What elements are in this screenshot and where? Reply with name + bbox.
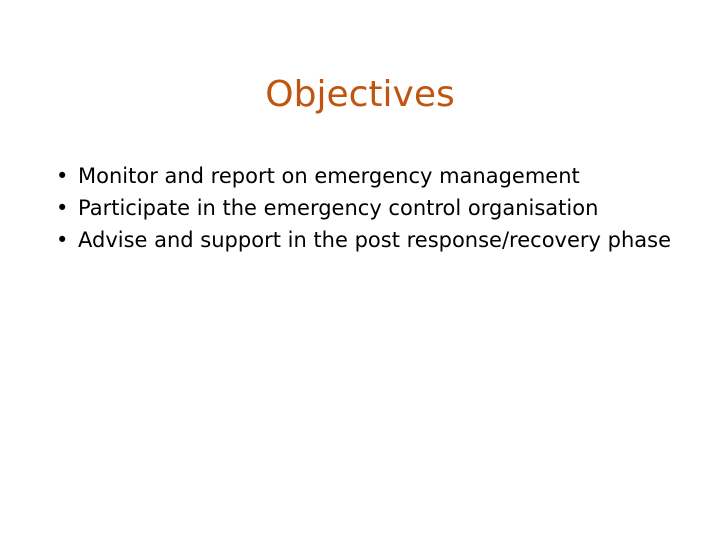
bullet-text: Participate in the emergency control organisation xyxy=(78,196,599,220)
list-item xyxy=(52,224,702,256)
slide-title: Objectives xyxy=(265,74,455,115)
bullet-icon: • xyxy=(56,228,69,252)
bullet-icon: • xyxy=(56,164,69,188)
list-item xyxy=(52,160,702,192)
bullet-list xyxy=(52,160,702,256)
list-item xyxy=(52,192,702,224)
bullet-text: Advise and support in the post response/recovery phase xyxy=(78,228,671,252)
bullet-text: Monitor and report on emergency management xyxy=(78,164,580,188)
bullet-icon: • xyxy=(56,196,69,220)
